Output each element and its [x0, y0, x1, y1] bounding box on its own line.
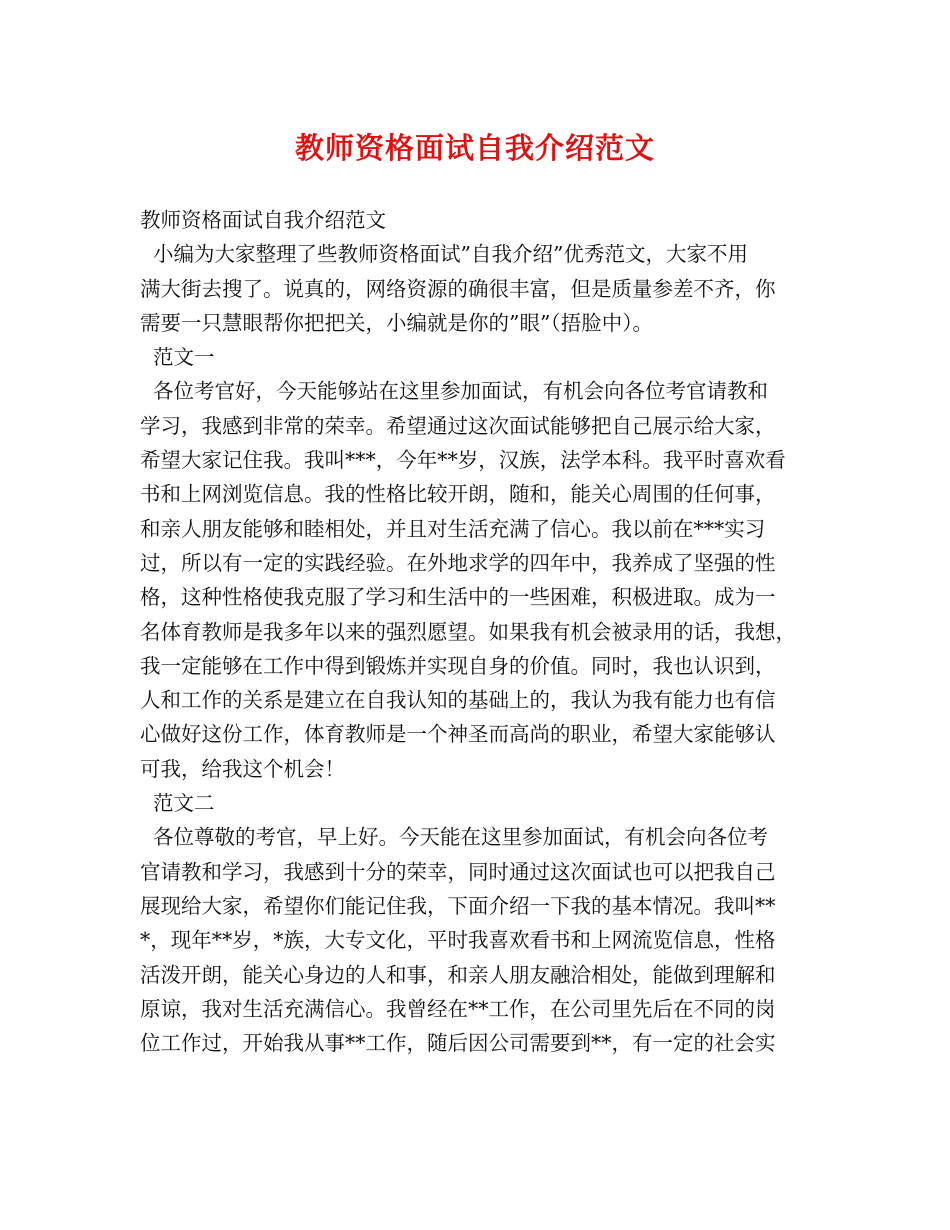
body-line: 位工作过，开始我从事**工作，随后因公司需要到**，有一定的社会实 — [140, 1031, 776, 1056]
body-line: *，现年**岁，*族，大专文化，平时我喜欢看书和上网流览信息，性格 — [140, 928, 776, 953]
body-line: 原谅，我对生活充满信心。我曾经在**工作，在公司里先后在不同的岗 — [140, 996, 776, 1021]
body-line: 满大街去搜了。说真的，网络资源的确很丰富，但是质量参差不齐，你 — [140, 276, 776, 301]
body-line: 名体育教师是我多年以来的强烈愿望。如果我有机会被录用的话，我想， — [140, 619, 796, 644]
body-line: 我一定能够在工作中得到锻炼并实现自身的价值。同时，我也认识到， — [140, 653, 776, 678]
body-line: 心做好这份工作，体育教师是一个神圣而高尚的职业，希望大家能够认 — [140, 722, 776, 747]
body-line: 小编为大家整理了些教师资格面试”自我介绍”优秀范文，大家不用 — [140, 242, 748, 267]
section-heading: 范文二 — [140, 791, 215, 816]
body-line: 和亲人朋友能够和睦相处，并且对生活充满了信心。我以前在***实习 — [140, 516, 766, 541]
body-line: 过，所以有一定的实践经验。在外地求学的四年中，我养成了坚强的性 — [140, 550, 776, 575]
body-line: 活泼开朗，能关心身边的人和事，和亲人朋友融洽相处，能做到理解和 — [140, 962, 776, 987]
body-line: 人和工作的关系是建立在自我认知的基础上的，我认为我有能力也有信 — [140, 688, 776, 713]
body-line: 可我，给我这个机会！ — [140, 756, 345, 781]
body-line: 希望大家记住我。我叫***，今年**岁，汉族，法学本科。我平时喜欢看 — [140, 448, 786, 473]
document-title: 教师资格面试自我介绍范文 — [294, 131, 655, 165]
document-body — [140, 203, 820, 1060]
body-line: 格，这种性格使我克服了学习和生活中的一些困难，积极进取。成为一 — [140, 585, 776, 610]
body-line: 学习，我感到非常的荣幸。希望通过这次面试能够把自己展示给大家， — [140, 413, 776, 438]
body-line: 展现给大家，希望你们能记住我，下面介绍一下我的基本情况。我叫** — [140, 893, 776, 918]
section-heading: 范文一 — [140, 345, 215, 370]
body-line: 书和上网浏览信息。我的性格比较开朗，随和，能关心周围的任何事， — [140, 482, 776, 507]
body-line: 各位考官好，今天能够站在这里参加面试，有机会向各位考官请教和 — [140, 379, 769, 404]
body-line: 需要一只慧眼帮你把把关，小编就是你的”眼”（捂脸中）。 — [140, 310, 653, 335]
body-line: 各位尊敬的考官，早上好。今天能在这里参加面试，有机会向各位考 — [140, 825, 769, 850]
body-line: 官请教和学习，我感到十分的荣幸，同时通过这次面试也可以把我自己 — [140, 859, 776, 884]
body-line: 教师资格面试自我介绍范文 — [140, 208, 386, 232]
